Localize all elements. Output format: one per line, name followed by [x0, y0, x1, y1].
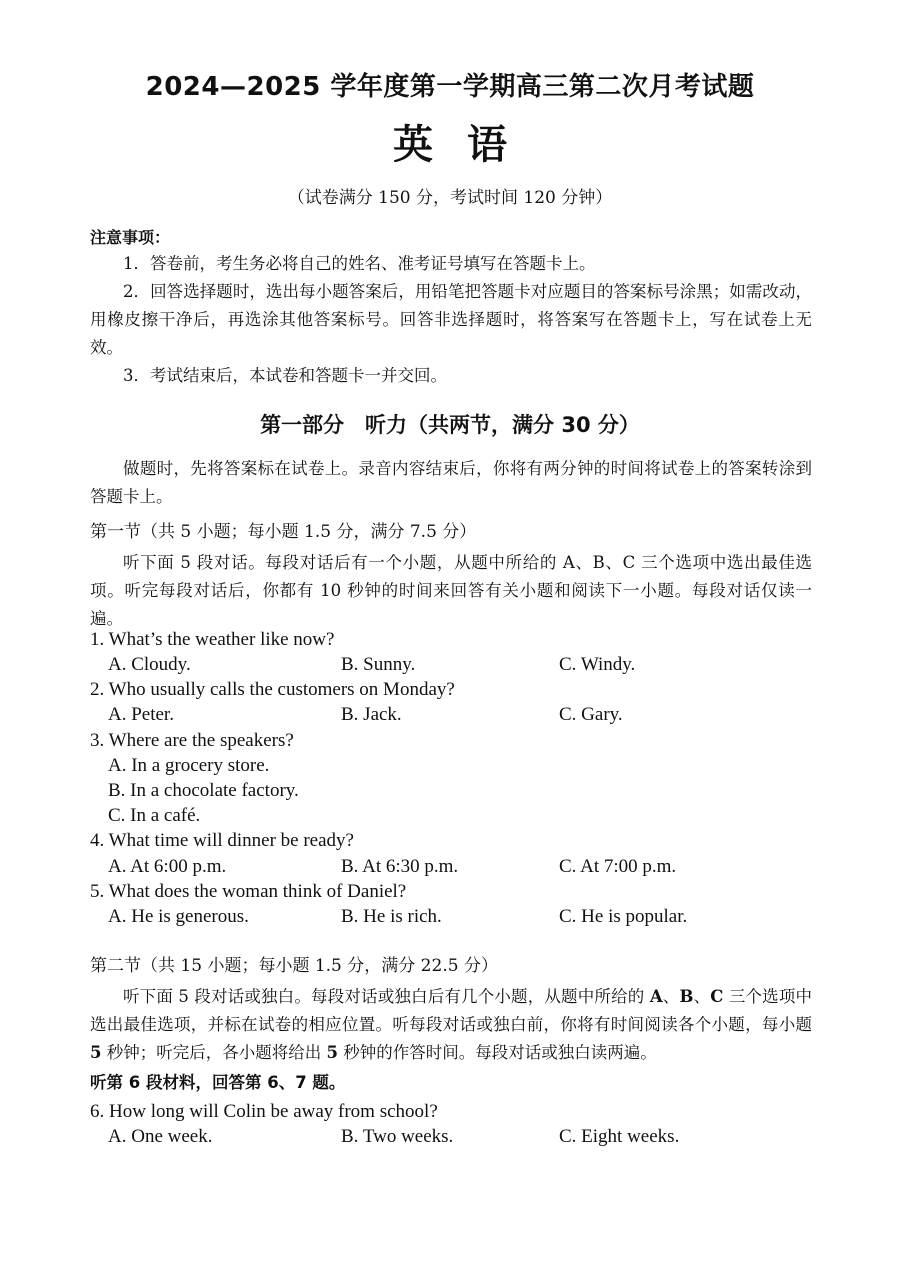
q2-option-b: B. Jack.: [341, 704, 402, 725]
intro-text: 、: [693, 987, 711, 1006]
section-two-intro: [90, 983, 812, 1067]
q3-option-b: B. In a chocolate factory.: [108, 780, 299, 801]
q1-option-c: C. Windy.: [559, 654, 636, 675]
question-3: 3. Where are the speakers?: [90, 730, 294, 751]
question-5: 5. What does the woman think of Daniel?: [90, 881, 407, 902]
notice-item-2: 2．回答选择题时，选出每小题答案后，用铅笔把答题卡对应题目的答案标号涂黑；如需改动，用橡皮擦干净后，再选涂其他答案标号。回答非选择题时，将答案写在答题卡上，写在试卷上无效。: [90, 282, 812, 357]
full-mark-note: （试卷满分 150 分，考试时间 120 分钟）: [287, 188, 613, 208]
intro-bold-b: B: [679, 987, 694, 1006]
q2-option-a: A. Peter.: [108, 704, 174, 725]
question-4: 4. What time will dinner be ready?: [90, 830, 354, 851]
exam-title: 2024—2025 学年度第一学期高三第二次月考试题: [145, 72, 755, 102]
part-one-intro: 做题时，先将答案标在试卷上。录音内容结束后，你将有两分钟的时间将试卷上的答案转涂到答题卡上。: [90, 459, 812, 506]
notice-title: 注意事项：: [90, 228, 171, 247]
section-two-head: 第二节（共 15 小题；每小题 1.5 分，满分 22.5 分）: [90, 956, 498, 976]
intro-text: 三个选项中选出最佳选项，并标在试卷的相应位置。听每段对话或独白前，你将有时间阅读各个小题，每小题: [90, 987, 813, 1034]
q5-option-b: B. He is rich.: [341, 906, 442, 927]
q4-option-c: C. At 7:00 p.m.: [559, 856, 677, 877]
section-one-intro: 听下面 5 段对话。每段对话后有一个小题，从题中所给的 A、B、C 三个选项中选出最佳选项。听完每段对话后，你都有 10 秒钟的时间来回答有关小题和阅读下一小题。每段对话仅读一遍。: [90, 553, 812, 628]
q5-option-a: A. He is generous.: [108, 906, 249, 927]
question-2: 2. Who usually calls the customers on Monday?: [90, 679, 455, 700]
notice-item-1: 1．答卷前，考生务必将自己的姓名、准考证号填写在答题卡上。: [123, 254, 596, 273]
notice-item-3: 3．考试结束后，本试卷和答题卡一并交回。: [123, 366, 447, 385]
intro-bold-5: 5: [326, 1043, 338, 1062]
intro-text: 秒钟；听完后，各小题将给出: [101, 1043, 327, 1062]
q6-option-b: B. Two weeks.: [341, 1126, 454, 1147]
q6-option-a: A. One week.: [108, 1126, 213, 1147]
intro-bold-a: A: [649, 987, 663, 1006]
q6-option-c: C. Eight weeks.: [559, 1126, 680, 1147]
question-1: 1. What’s the weather like now?: [90, 629, 335, 650]
material-6-head: 听第 6 段材料，回答第 6、7 题。: [90, 1073, 346, 1092]
question-6: 6. How long will Colin be away from school?: [90, 1101, 438, 1122]
intro-bold-c: C: [710, 987, 724, 1006]
q1-option-b: B. Sunny.: [341, 654, 416, 675]
subject-title: 英语: [393, 121, 541, 168]
intro-text: 听下面 5 段对话或独白。每段对话或独白后有几个小题，从题中所给的: [123, 987, 650, 1006]
intro-text: 秒钟的作答时间。每段对话或独白读两遍。: [337, 1043, 657, 1062]
intro-text: 、: [662, 987, 680, 1006]
q4-option-b: B. At 6:30 p.m.: [341, 856, 459, 877]
q2-option-c: C. Gary.: [559, 704, 623, 725]
section-one-head: 第一节（共 5 小题；每小题 1.5 分，满分 7.5 分）: [90, 522, 477, 542]
intro-bold-5: 5: [90, 1043, 102, 1062]
q1-option-a: A. Cloudy.: [108, 654, 191, 675]
q3-option-a: A. In a grocery store.: [108, 755, 270, 776]
q3-option-c: C. In a café.: [108, 805, 201, 826]
q5-option-c: C. He is popular.: [559, 906, 688, 927]
q4-option-a: A. At 6:00 p.m.: [108, 856, 227, 877]
part-one-title: 第一部分 听力（共两节，满分 30 分）: [260, 413, 640, 437]
